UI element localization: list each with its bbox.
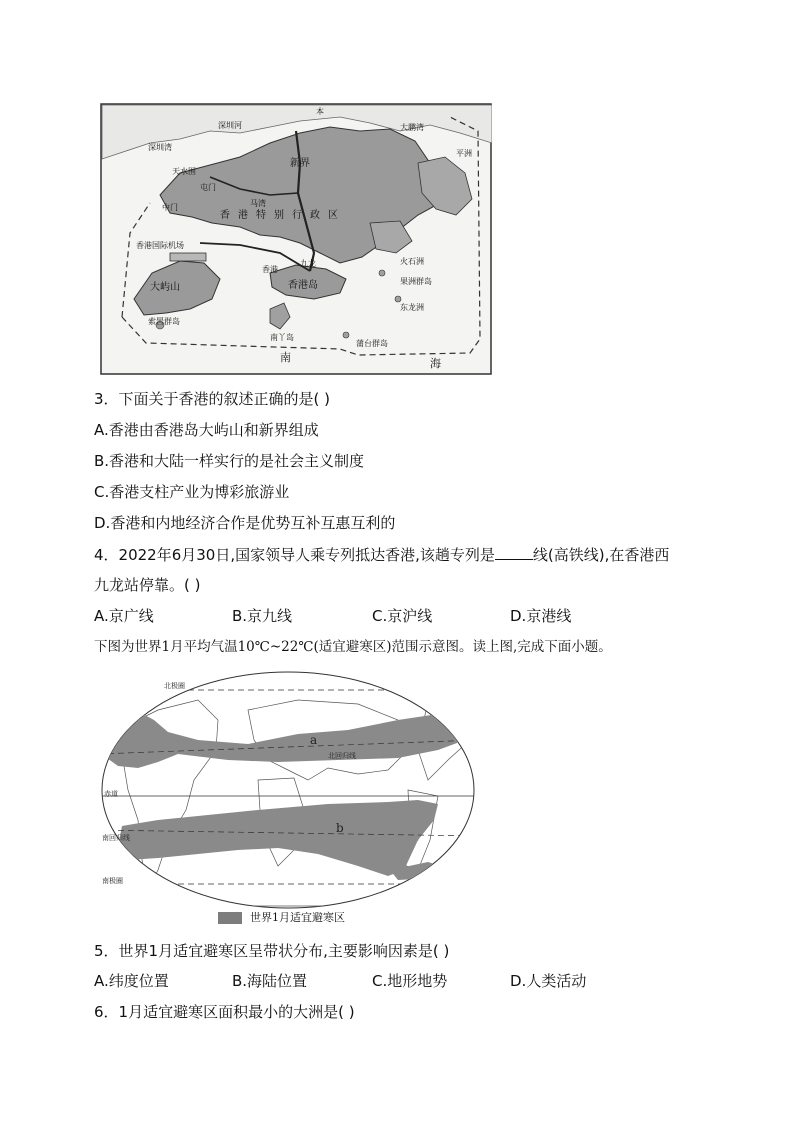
q5-option-d[interactable]: D.人类活动 <box>510 972 587 990</box>
label-daya: 大鹏湾 <box>400 123 424 132</box>
label-pingzhou: 平洲 <box>456 149 472 158</box>
q3-stem: 3．下面关于香港的叙述正确的是( ) <box>94 390 331 408</box>
q5-option-b[interactable]: B.海陆位置 <box>232 972 308 990</box>
label-lantau: 大屿山 <box>150 282 180 293</box>
label-tianshuiwei: 天水围 <box>172 167 196 176</box>
label-north: 本 <box>316 107 324 116</box>
label-hk-island: 香港岛 <box>288 280 318 291</box>
label-south-sea-2: 海 <box>430 357 441 370</box>
label-shenzhen-river: 深圳河 <box>218 121 242 130</box>
world-map-graphic <box>98 670 478 934</box>
label-lamma: 南丫岛 <box>270 333 294 342</box>
label-antarctic: 南极圈 <box>102 877 123 885</box>
q5-stem: 5．世界1月适宜避寒区呈带状分布,主要影响因素是( ) <box>94 942 450 960</box>
q4-stem-line2: 九龙站停靠。( ) <box>94 576 201 594</box>
q4-option-c[interactable]: C.京沪线 <box>372 607 433 625</box>
q3-option-b[interactable]: B.香港和大陆一样实行的是社会主义制度 <box>94 452 365 470</box>
label-tuenmun: 屯门 <box>200 183 216 192</box>
q4-option-a[interactable]: A.京广线 <box>94 607 154 625</box>
label-equator: 赤道 <box>104 790 118 798</box>
q4-blank[interactable] <box>495 545 533 560</box>
q4-stem-part2: 线(高铁线),在香港西 <box>532 546 670 564</box>
q6-stem: 6．1月适宜避寒区面积最小的大洲是( ) <box>94 1003 355 1021</box>
world-map <box>98 670 478 934</box>
label-xinjie: 新界 <box>290 158 310 169</box>
label-mawan: 马湾 <box>250 199 266 208</box>
label-south-sea-1: 南 <box>280 351 291 364</box>
label-guozhou: 果洲群岛 <box>400 277 432 286</box>
q3-option-c[interactable]: C.香港支柱产业为博彩旅游业 <box>94 483 290 501</box>
hk-map <box>100 103 492 375</box>
label-zone-a: a <box>310 733 318 747</box>
label-soko: 索罟群岛 <box>148 317 180 326</box>
label-shenzhen-bay: 深圳湾 <box>148 143 172 152</box>
q3-option-d[interactable]: D.香港和内地经济合作是优势互补互惠互利的 <box>94 514 396 532</box>
label-zhongmen: 中门 <box>162 203 178 212</box>
q4-stem <box>94 545 669 565</box>
q4-option-d[interactable]: D.京港线 <box>510 607 572 625</box>
label-dongyong: 东龙洲 <box>400 303 424 312</box>
label-tropic-capricorn: 南回归线 <box>102 834 130 842</box>
legend-swatch <box>218 912 242 924</box>
label-po-toi: 蒲台群岛 <box>356 339 388 348</box>
label-kowloon: 九龙 <box>300 259 316 268</box>
label-hk-sar: 香港特别行政区 <box>220 210 346 221</box>
legend-label: 世界1月适宜避寒区 <box>250 911 345 924</box>
label-tropic-cancer: 北回归线 <box>328 752 356 760</box>
label-arctic: 北极圈 <box>164 682 185 690</box>
q4-stem-part1: 4．2022年6月30日,国家领导人乘专列抵达香港,该趟专列是 <box>94 546 495 564</box>
label-zone-b: b <box>336 821 344 835</box>
q3-option-a[interactable]: A.香港由香港岛大屿山和新界组成 <box>94 421 319 439</box>
q4-option-b[interactable]: B.京九线 <box>232 607 293 625</box>
q5-option-c[interactable]: C.地形地势 <box>372 972 448 990</box>
label-airport: 香港国际机场 <box>136 241 184 250</box>
label-hk-city: 香港 <box>262 265 278 274</box>
label-huoshi: 火石洲 <box>400 257 424 266</box>
section-intro: 下图为世界1月平均气温10℃~22℃(适宜避寒区)范围示意图。读上图,完成下面小题。 <box>94 639 612 655</box>
q5-option-a[interactable]: A.纬度位置 <box>94 972 169 990</box>
